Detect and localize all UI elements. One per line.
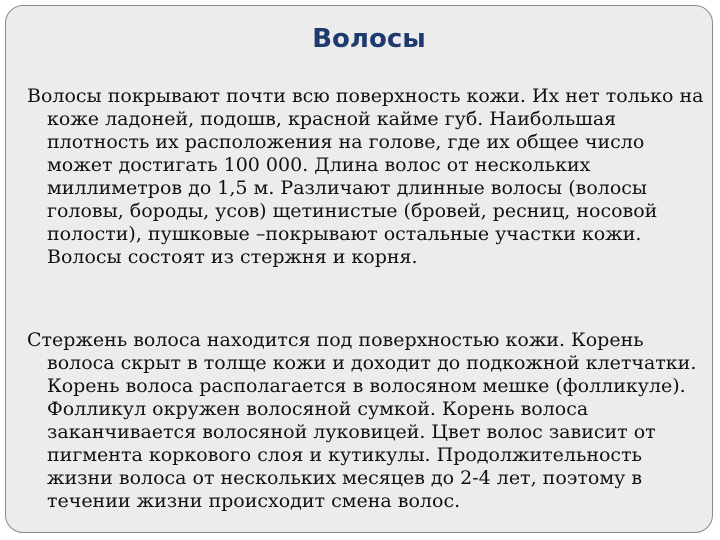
body-paragraph-hair-overview: Волосы покрывают почти всю поверхность кожи. Их нет только на коже ладоней, подошв, красной кайме губ. Наибольшая плотность их расположения на голове, где их общее число может достигать 100 000. Длина волос от нескольких миллиметров до 1,5 м. Различают длинные волосы (волосы головы, бороды, усов) щетинистые (бровей, ресниц, носовой полости), пушковые –покрывают остальные участки кожи. Волосы состоят из стержня и корня. bbox=[27, 85, 704, 268]
body-paragraph-hair-structure: Стержень волоса находится под поверхностью кожи. Корень волоса скрыт в толще кожи и доходит до подкожной клетчатки. Корень волоса располагается в волосяном мешке (фолликуле). Фолликул окружен волосяной сумкой. Корень волоса заканчивается волосяной луковицей. Цвет волос зависит от пигмента коркового слоя и кутикулы. Продолжительность жизни волоса от нескольких месяцев до 2-4 лет, поэтому в течении жизни происходит смена волос. bbox=[27, 329, 697, 512]
slide-title: Волосы bbox=[312, 24, 426, 54]
slide-frame bbox=[5, 5, 713, 533]
